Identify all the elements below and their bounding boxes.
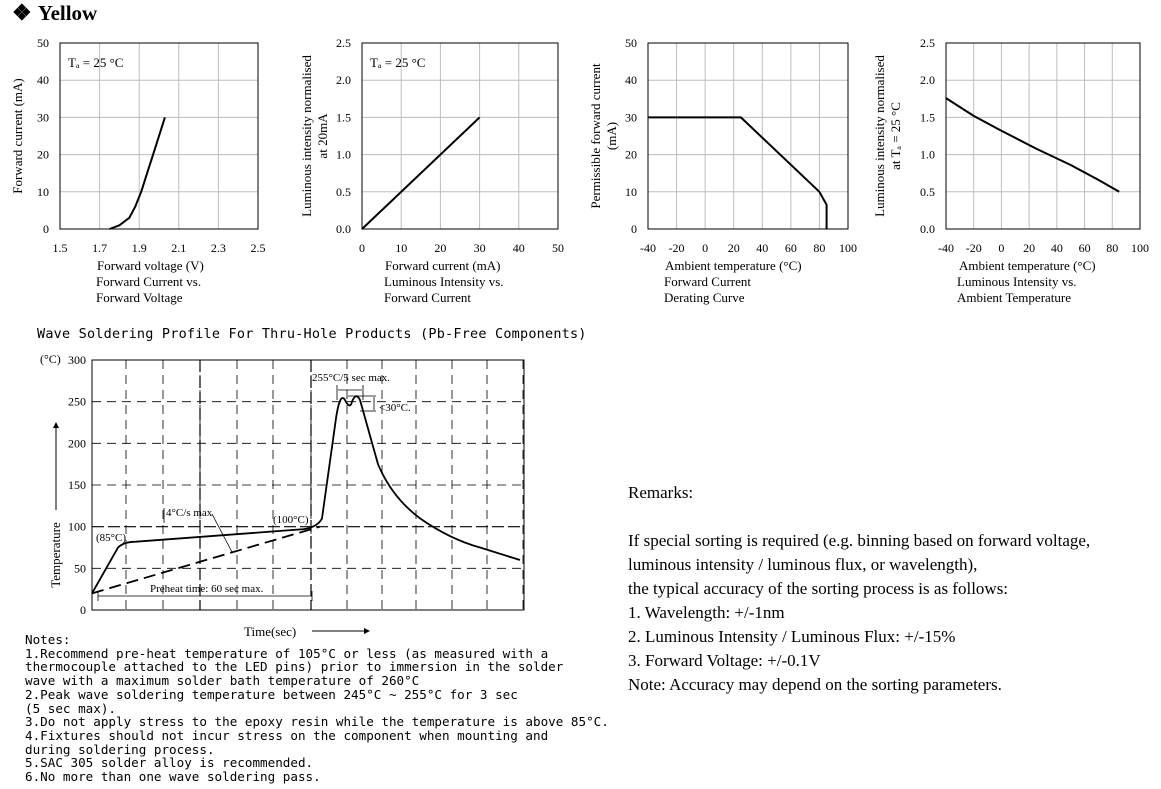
y-axis-label-line: Luminous intensity normalised [872,55,887,217]
remark-line: luminous intensity / luminous flux, or wavelength), [628,555,978,574]
y-tick-label: 2.0 [920,73,935,88]
x-tick-label: 100 [839,241,857,255]
remark-line: 2. Luminous Intensity / Luminous Flux: +/-15% [628,627,956,646]
x-tick-label: 40 [756,241,769,255]
x-tick-label: -20 [668,241,685,255]
x-tick-label: 60 [1078,241,1091,255]
chart4-caption [957,274,1077,306]
y-tick-label: 30 [625,110,637,125]
remarks-heading: Remarks: [628,483,694,502]
note-line: thermocouple attached to the LED pins) prior to immersion in the solder [25,659,564,675]
note-line: 1.Recommend pre-heat temperature of 105°C or less (as measured with a [25,645,549,661]
note-line: wave with a maximum solder bath temperature of 260°C [25,673,420,689]
x-tick-label: 2.1 [171,241,187,255]
chart4-caption-line: Ambient Temperature [957,290,1072,305]
x-tick-label: 40 [512,241,525,255]
wave-soldering-chart [0,340,620,640]
x-tick-label: 40 [1050,241,1063,255]
y-tick-label: 0 [43,222,49,236]
x-axis-label: Forward current (mA) [385,258,501,273]
x-tick-label: 2.3 [210,241,226,255]
chart1-caption-line: Forward Voltage [96,290,183,305]
x-tick-label: 80 [1106,241,1119,255]
y-tick-label: 1.0 [336,147,351,162]
y-tick-label: 50 [37,36,49,50]
y-tick-label: 0.0 [920,222,935,236]
x-tick-label: -20 [965,241,982,255]
ws-y-arrow-head [53,422,59,428]
y-axis-label-line: Permissible forward current [588,63,603,209]
ws-annotation: (85°C) [96,532,127,544]
ws-y-tick-label: 150 [68,478,86,492]
series-line [946,98,1119,192]
x-tick-label: 100 [1131,241,1149,255]
chart2-caption-line: Luminous Intensity vs. [384,274,504,289]
temperature-annotation: Tₐ = 25 °C [370,55,426,70]
note-line: 4.Fixtures should not incur stress on the component when mounting and [25,727,549,743]
x-tick-label: 2.5 [250,241,266,255]
chart3-caption-line: Forward Current [664,274,752,289]
note-line: 5.SAC 305 solder alloy is recommended. [25,755,314,771]
ws-annotation: <30°C. [379,402,411,414]
series-line [110,117,165,229]
y-axis-label: Forward current (mA) [10,78,25,194]
temperature-annotation: Tₐ = 25 °C [68,55,124,70]
ws-annotation: (100°C) [273,514,309,526]
chart3-caption-line: Derating Curve [664,290,745,305]
y-tick-label: 2.5 [336,36,351,50]
y-tick-label: 1.5 [336,110,351,125]
note-line: 2.Peak wave soldering temperature between 245°C ~ 255°C for 3 sec [25,686,518,702]
x-tick-label: 0 [359,241,365,255]
ws-annotation: Preheat time: 60 sec max. [150,583,264,595]
y-tick-label: 20 [625,147,637,162]
ws-annotation-line [212,514,232,552]
small-charts-svg [0,0,1161,310]
y-tick-label: 0.5 [920,184,935,199]
chart2-caption-line: Forward Current [384,290,472,305]
x-tick-label: -40 [640,241,656,255]
series-line [648,117,827,229]
x-tick-label: 1.5 [52,241,68,255]
y-tick-label: 40 [37,73,49,88]
remark-line: 3. Forward Voltage: +/-0.1V [628,651,821,670]
plot-frame [648,43,848,229]
y-tick-label: 10 [625,184,637,199]
x-tick-label: 60 [784,241,797,255]
ws-y-label: Temperature [48,522,63,588]
y-axis-label-line: Luminous intensity normalised [299,55,314,217]
ws-x-label: Time(sec) [244,624,297,639]
remarks-block [628,481,1158,697]
note-line: during soldering process. [25,741,215,757]
y-tick-label: 0.0 [336,222,351,236]
y-tick-label: 10 [37,184,49,199]
ws-y-tick-label: 50 [74,561,86,576]
series-line [362,117,480,229]
x-tick-label: 1.7 [92,241,108,255]
x-tick-label: 80 [813,241,826,255]
x-tick-label: 1.9 [131,241,147,255]
x-tick-label: 30 [473,241,486,255]
x-tick-label: 20 [727,241,740,255]
ws-y-tick-label: 250 [68,394,86,409]
notes-heading: Notes: [25,632,71,647]
diamond-bullet-icon: ❖ [12,0,32,25]
y-tick-label: 1.5 [920,110,935,125]
chart2-caption [384,274,504,306]
remark-line: Note: Accuracy may depend on the sorting parameters. [628,675,1002,694]
x-tick-label: -40 [938,241,954,255]
ws-y-tick-label: 300 [68,353,86,367]
ws-annotation: 4°C/s max [166,507,213,519]
x-tick-label: 50 [552,241,564,255]
y-tick-label: 0.5 [336,184,351,199]
ws-y-tick-label: 100 [68,519,86,534]
remark-line: If special sorting is required (e.g. binning based on forward voltage, [628,531,1091,550]
y-tick-label: 40 [625,73,637,88]
note-line: 3.Do not apply stress to the epoxy resin while the temperature is above 85°C. [25,714,609,730]
y-axis-label-line: at 20mA [315,113,330,159]
y-axis-label-line: (mA) [604,121,619,151]
chart1-caption-line: Forward Current vs. [96,274,202,289]
chart1-caption [96,274,201,306]
x-axis-label: Ambient temperature (°C) [959,258,1096,273]
remarks-spacer [628,505,1158,529]
notes-block [25,633,625,784]
x-tick-label: 10 [395,241,408,255]
remark-line: the typical accuracy of the sorting process is as follows: [628,579,1009,598]
ws-y-tick-label: 0 [80,603,86,617]
y-tick-label: 50 [625,36,637,50]
note-line: 6.No more than one wave soldering pass. [25,769,321,785]
ws-profile-curve [92,396,520,593]
x-tick-label: 0 [998,241,1005,255]
section-title-text: Yellow [37,1,98,25]
y-tick-label: 1.0 [920,147,935,162]
x-tick-label: 20 [434,241,447,255]
ws-y-unit: (°C) [40,352,61,366]
note-line: (5 sec max). [25,700,116,716]
x-axis-label: Ambient temperature (°C) [665,258,802,273]
y-tick-label: 30 [37,110,49,125]
wave-soldering-title: Wave Soldering Profile For Thru-Hole Products (Pb-Free Components) [37,326,587,342]
y-tick-label: 0 [631,222,637,236]
plot-frame [946,43,1140,229]
x-tick-label: 20 [1023,241,1036,255]
y-axis-label-line: at Tₐ = 25 °C [888,102,903,170]
remark-line: 1. Wavelength: +/-1nm [628,603,785,622]
y-tick-label: 2.0 [336,73,351,88]
y-tick-label: 2.5 [920,36,935,50]
chart4-caption-line: Luminous Intensity vs. [957,274,1077,289]
y-tick-label: 20 [37,147,49,162]
x-axis-label: Forward voltage (V) [97,258,204,273]
chart3-caption [664,274,751,306]
ws-y-tick-label: 200 [68,436,86,451]
ws-annotation: 255°C/5 sec max. [312,372,391,384]
x-tick-label: 0 [702,241,709,255]
